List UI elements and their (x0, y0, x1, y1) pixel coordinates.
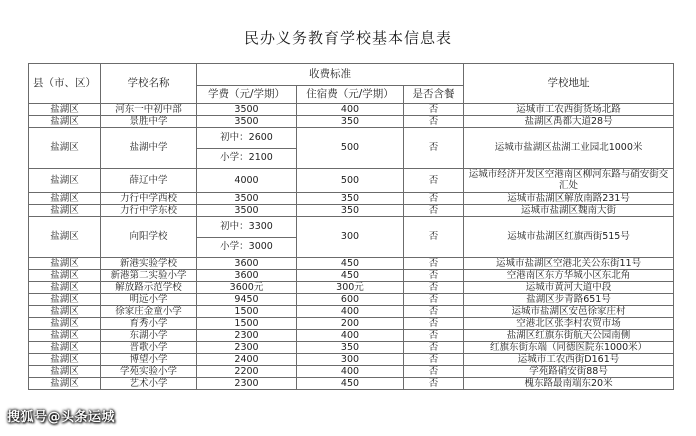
cell-tuition: 2400 (197, 354, 297, 366)
cell-tuition: 3600 (197, 258, 297, 270)
cell-school-name: 薛辽中学 (101, 169, 197, 193)
cell-address: 运城市盐湖区安邑徐家庄村 (464, 306, 674, 318)
cell-tuition: 1500 (197, 318, 297, 330)
cell-school-name: 景胜中学 (101, 116, 197, 128)
cell-boarding-fee: 400 (297, 330, 404, 342)
cell-district: 盐湖区 (29, 354, 101, 366)
cell-school-name: 艺术小学 (101, 378, 197, 390)
cell-district: 盐湖区 (29, 282, 101, 294)
table-row (29, 366, 674, 378)
cell-district: 盐湖区 (29, 318, 101, 330)
cell-meal: 否 (404, 116, 464, 128)
cell-address: 空港北区张李村农贸市场 (464, 318, 674, 330)
header-fee-standard: 收费标准 (197, 64, 464, 86)
cell-boarding-fee: 350 (297, 205, 404, 217)
cell-school-name: 学苑实验小学 (101, 366, 197, 378)
cell-tuition: 3500 (197, 193, 297, 205)
cell-district: 盐湖区 (29, 270, 101, 282)
cell-school-name: 力行中学东校 (101, 205, 197, 217)
table-row (29, 378, 674, 390)
cell-boarding-fee: 600 (297, 294, 404, 306)
cell-meal: 否 (404, 318, 464, 330)
cell-boarding-fee: 500 (297, 128, 404, 169)
cell-tuition: 3500 (197, 205, 297, 217)
cell-meal: 否 (404, 217, 464, 258)
cell-boarding-fee: 400 (297, 366, 404, 378)
cell-tuition: 3600元 (197, 282, 297, 294)
cell-address: 红旗东街东端（同德医院东1000米） (464, 342, 674, 354)
cell-address: 运城市盐湖区盐湖工业园北1000米 (464, 128, 674, 169)
header-address: 学校地址 (464, 64, 674, 104)
cell-school-name: 徐家庄金童小学 (101, 306, 197, 318)
table-row (29, 128, 674, 169)
cell-boarding-fee: 400 (297, 104, 404, 116)
cell-meal: 否 (404, 282, 464, 294)
table-row (29, 193, 674, 205)
cell-school-name: 盐湖中学 (101, 128, 197, 169)
cell-meal: 否 (404, 294, 464, 306)
cell-tuition: 1500 (197, 306, 297, 318)
cell-address: 空港南区东方华城小区东北角 (464, 270, 674, 282)
cell-meal: 否 (404, 378, 464, 390)
school-info-table (28, 63, 674, 390)
header-meal: 是否含餐 (404, 86, 464, 104)
table-row (29, 294, 674, 306)
cell-meal: 否 (404, 354, 464, 366)
cell-meal: 否 (404, 342, 464, 354)
cell-boarding-fee: 450 (297, 258, 404, 270)
table-row (29, 205, 674, 217)
cell-address: 学苑路硝安街88号 (464, 366, 674, 378)
cell-address: 盐湖区红旗东街航天公园南侧 (464, 330, 674, 342)
table-row (29, 354, 674, 366)
cell-boarding-fee: 300元 (297, 282, 404, 294)
table-row (29, 342, 674, 354)
cell-school-name: 新港第二实验小学 (101, 270, 197, 282)
table-row (29, 217, 674, 258)
cell-boarding-fee: 400 (297, 306, 404, 318)
header-school-name: 学校名称 (101, 64, 197, 104)
cell-district: 盐湖区 (29, 330, 101, 342)
cell-address: 槐东路最南端东20米 (464, 378, 674, 390)
cell-district: 盐湖区 (29, 116, 101, 128)
cell-meal: 否 (404, 169, 464, 193)
cell-boarding-fee: 500 (297, 169, 404, 193)
cell-district: 盐湖区 (29, 169, 101, 193)
table-row (29, 270, 674, 282)
cell-boarding-fee: 450 (297, 270, 404, 282)
cell-tuition: 2300 (197, 378, 297, 390)
cell-tuition (197, 217, 297, 258)
cell-meal: 否 (404, 193, 464, 205)
cell-address: 盐湖区步青路651号 (464, 294, 674, 306)
table-row (29, 330, 674, 342)
cell-tuition (197, 128, 297, 169)
cell-tuition: 2300 (197, 330, 297, 342)
cell-boarding-fee: 450 (297, 378, 404, 390)
cell-school-name: 新港实验学校 (101, 258, 197, 270)
cell-boarding-fee: 300 (297, 217, 404, 258)
header-boarding-fee: 住宿费（元/学期） (297, 86, 404, 104)
cell-school-name: 河东一中初中部 (101, 104, 197, 116)
cell-district: 盐湖区 (29, 128, 101, 169)
cell-meal: 否 (404, 330, 464, 342)
cell-district: 盐湖区 (29, 104, 101, 116)
table-row (29, 282, 674, 294)
cell-tuition: 3600 (197, 270, 297, 282)
header-tuition: 学费（元/学期） (197, 86, 297, 104)
table-row (29, 258, 674, 270)
table-row (29, 306, 674, 318)
cell-meal: 否 (404, 306, 464, 318)
cell-district: 盐湖区 (29, 294, 101, 306)
cell-tuition: 3500 (197, 116, 297, 128)
cell-address: 运城市工农西街D161号 (464, 354, 674, 366)
cell-address: 运城市盐湖区空港北关公东街11号 (464, 258, 674, 270)
cell-meal: 否 (404, 366, 464, 378)
table-row (29, 169, 674, 193)
cell-meal: 否 (404, 270, 464, 282)
cell-district: 盐湖区 (29, 258, 101, 270)
cell-school-name: 育秀小学 (101, 318, 197, 330)
cell-address: 运城市盐湖区解放南路231号 (464, 193, 674, 205)
cell-meal: 否 (404, 104, 464, 116)
cell-boarding-fee: 350 (297, 193, 404, 205)
table-body (29, 104, 674, 390)
cell-school-name: 博望小学 (101, 354, 197, 366)
tuition-junior-high: 初中：2600 (220, 131, 273, 143)
cell-district: 盐湖区 (29, 378, 101, 390)
page-title: 民办义务教育学校基本信息表 (243, 29, 452, 47)
cell-school-name: 向阳学校 (101, 217, 197, 258)
cell-school-name: 明远小学 (101, 294, 197, 306)
cell-district: 盐湖区 (29, 342, 101, 354)
table-row (29, 116, 674, 128)
cell-tuition: 3500 (197, 104, 297, 116)
cell-address: 运城市工农西街货场北路 (464, 104, 674, 116)
cell-meal: 否 (404, 258, 464, 270)
cell-district: 盐湖区 (29, 366, 101, 378)
cell-district: 盐湖区 (29, 306, 101, 318)
cell-boarding-fee: 300 (297, 354, 404, 366)
cell-address: 运城市盐湖区魏南大街 (464, 205, 674, 217)
table-row (29, 104, 674, 116)
cell-school-name: 东湖小学 (101, 330, 197, 342)
cell-tuition: 9450 (197, 294, 297, 306)
tuition-junior-high: 初中：3300 (220, 220, 273, 232)
cell-meal: 否 (404, 205, 464, 217)
cell-address: 运城市黄河大道中段 (464, 282, 674, 294)
cell-boarding-fee: 350 (297, 342, 404, 354)
cell-district: 盐湖区 (29, 193, 101, 205)
cell-tuition: 2200 (197, 366, 297, 378)
cell-school-name: 解放路示范学校 (101, 282, 197, 294)
tuition-primary: 小学：2100 (197, 148, 296, 169)
cell-school-name: 力行中学西校 (101, 193, 197, 205)
cell-district: 盐湖区 (29, 217, 101, 258)
tuition-primary: 小学：3000 (197, 237, 296, 258)
cell-tuition: 2300 (197, 342, 297, 354)
table-row (29, 318, 674, 330)
watermark: 搜狐号@头条运城 (7, 410, 116, 425)
cell-boarding-fee: 350 (297, 116, 404, 128)
cell-meal: 否 (404, 128, 464, 169)
cell-school-name: 晋歌小学 (101, 342, 197, 354)
cell-address: 运城市经济开发区空港南区柳河东路与硝安街交汇处 (464, 169, 674, 193)
cell-boarding-fee: 200 (297, 318, 404, 330)
cell-district: 盐湖区 (29, 205, 101, 217)
header-district: 县（市、区） (29, 64, 101, 104)
cell-address: 运城市盐湖区红旗西街515号 (464, 217, 674, 258)
cell-tuition: 4000 (197, 169, 297, 193)
cell-address: 盐湖区禹都大道28号 (464, 116, 674, 128)
